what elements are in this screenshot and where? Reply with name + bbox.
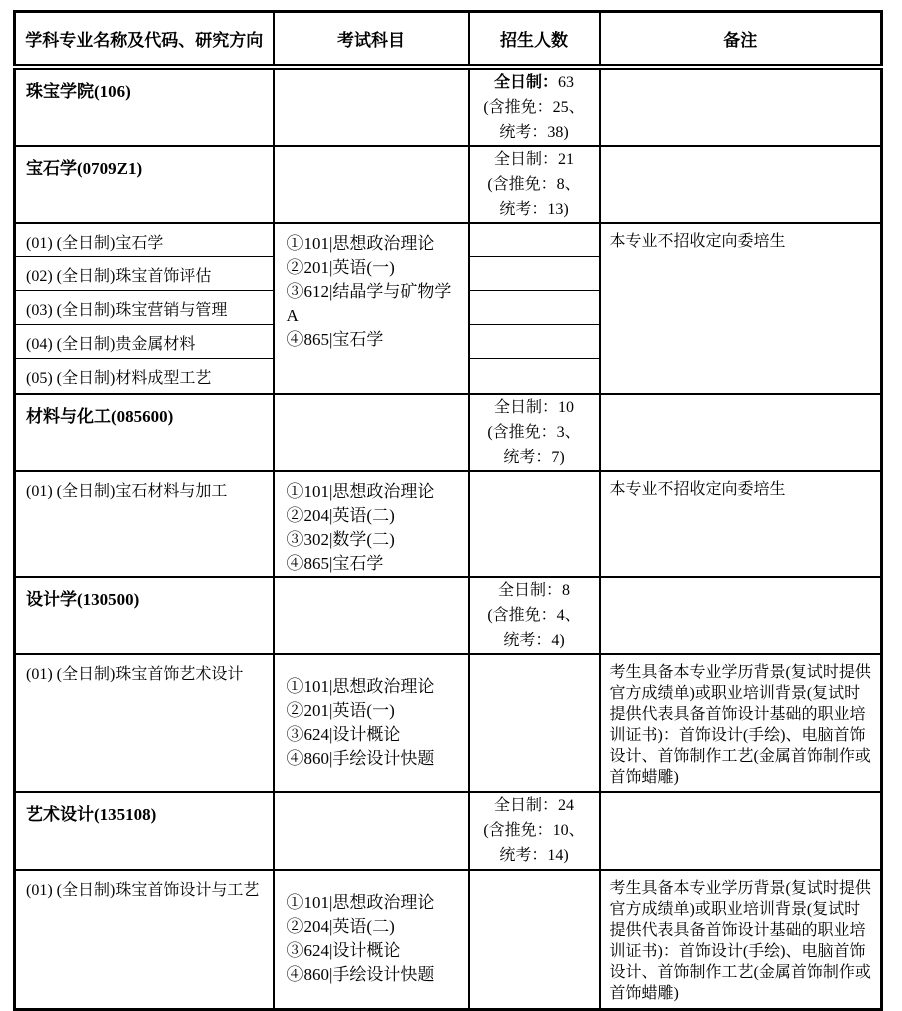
direction-label: (05) (全日制)材料成型工艺 [26, 370, 212, 387]
design-enrollment-cell [469, 577, 600, 654]
enrollment-line-1 [470, 70, 599, 95]
direction-label: (04) (全日制)贵金属材料 [26, 336, 196, 353]
col-header-discipline: 学科专业名称及代码、研究方向 [15, 12, 274, 67]
empty-enrollment-cell [469, 223, 600, 257]
enrollment-line-2: (含推免：4、 [487, 606, 581, 624]
exam-line-4: ④860|手绘设计快题 [286, 965, 435, 985]
col-header-remarks: 备注 [600, 12, 882, 67]
direction-row [15, 870, 882, 1010]
direction-row [15, 471, 882, 577]
design-exam-subjects-cell [274, 654, 469, 792]
enrollment-line-1: 全日制：21 [493, 150, 574, 168]
materials-section-row [15, 394, 882, 471]
col-header-exam-subjects: 考试科目 [274, 12, 469, 67]
gemology-title: 宝石学(0709Z1) [26, 158, 143, 178]
materials-exam-subjects-cell [274, 471, 469, 577]
empty-enrollment-cell [469, 471, 600, 577]
exam-line-4: ④860|手绘设计快题 [286, 748, 435, 768]
enrollment-line-3: 统考：14) [499, 847, 569, 864]
art-design-remark-cell [600, 870, 882, 1010]
direction-label: (03) (全日制)珠宝营销与管理 [26, 302, 228, 319]
materials-remark-cell [600, 471, 882, 577]
col-header-enrollment: 招生人数 [469, 12, 600, 67]
enrollment-line-3: 统考：13) [499, 200, 569, 218]
art-design-enrollment-cell [469, 792, 600, 870]
materials-direction-cell [15, 471, 274, 577]
college-enrollment-cell [469, 67, 600, 146]
empty-remark-cell [600, 394, 882, 471]
empty-enrollment-cell [469, 325, 600, 359]
empty-exam-cell [274, 67, 469, 146]
exam-line-3: ③302|数学(二) [286, 529, 395, 549]
header-row [15, 12, 882, 67]
exam-line-1: ①101|思想政治理论 [286, 676, 435, 696]
direction-cell-03 [15, 291, 274, 325]
direction-label: (01) (全日制)珠宝首饰艺术设计 [26, 665, 244, 683]
enrollment-line-1: 全日制：24 [493, 797, 574, 814]
enrollment-line-2: (含推免：3、 [487, 423, 581, 441]
enrollment-label: 全日制： [493, 73, 558, 91]
remark-text: 考生具备本专业学历背景(复试时提供官方成绩单)或职业培训背景(复试时提供代表具备首饰设计基础的职业培训证书)：首饰设计(手绘)、电脑首饰设计、首饰制作工艺(金属首饰制作或首饰蜡雕) [609, 879, 871, 1002]
empty-exam-cell [274, 146, 469, 223]
empty-remark-cell [600, 67, 882, 146]
empty-enrollment-cell [469, 870, 600, 1010]
design-title: 设计学(130500) [26, 589, 140, 609]
exam-line-1: ①101|思想政治理论 [286, 481, 435, 501]
empty-remark-cell [600, 792, 882, 870]
art-design-title: 艺术设计(135108) [26, 804, 157, 824]
remark-text: 本专业不招收定向委培生 [609, 480, 786, 498]
art-design-title-cell [15, 792, 274, 870]
enrollment-line-2: (含推免：10、 [483, 822, 585, 839]
empty-remark-cell [600, 577, 882, 654]
materials-title-cell [15, 394, 274, 471]
materials-enrollment-cell [469, 394, 600, 471]
direction-cell-01 [15, 223, 274, 257]
empty-remark-cell [600, 146, 882, 223]
direction-cell-05 [15, 359, 274, 394]
enrollment-line-1: 全日制：10 [493, 398, 574, 416]
empty-exam-cell [274, 577, 469, 654]
direction-row [15, 654, 882, 792]
empty-exam-cell [274, 792, 469, 870]
empty-exam-cell [274, 394, 469, 471]
gemology-title-cell [15, 146, 274, 223]
enrollment-line-2: (含推免：25、 [483, 98, 585, 116]
direction-label: (01) (全日制)宝石材料与加工 [26, 482, 228, 500]
materials-title: 材料与化工(085600) [26, 406, 174, 426]
exam-line-3: ③612|结晶学与矿物学A [286, 281, 452, 325]
design-direction-cell [15, 654, 274, 792]
gemology-remark-cell [600, 223, 882, 394]
direction-label: (01) (全日制)珠宝首饰设计与工艺 [26, 881, 260, 899]
enrollment-line-1: 全日制：8 [497, 581, 570, 599]
gemology-section-row [15, 146, 882, 223]
admissions-table [13, 10, 883, 1011]
direction-label: (01) (全日制)宝石学 [26, 234, 164, 252]
enrollment-line-2: (含推免：8、 [487, 175, 581, 193]
exam-line-2: ②204|英语(二) [286, 505, 395, 525]
direction-row [15, 223, 882, 257]
exam-line-2: ②204|英语(二) [286, 917, 395, 937]
empty-enrollment-cell [469, 359, 600, 394]
exam-line-3: ③624|设计概论 [286, 724, 401, 744]
art-design-section-row [15, 792, 882, 870]
direction-label: (02) (全日制)珠宝首饰评估 [26, 268, 212, 285]
college-title-cell [15, 67, 274, 146]
design-remark-cell [600, 654, 882, 792]
design-title-cell [15, 577, 274, 654]
exam-line-2: ②201|英语(一) [286, 700, 395, 720]
art-design-exam-subjects-cell [274, 870, 469, 1010]
enrollment-line-3: 统考：7) [503, 448, 565, 466]
art-design-direction-cell [15, 870, 274, 1010]
enrollment-line-3: 统考：4) [503, 631, 565, 649]
empty-enrollment-cell [469, 291, 600, 325]
exam-line-3: ③624|设计概论 [286, 941, 401, 961]
exam-line-4: ④865|宝石学 [286, 329, 384, 349]
gemology-enrollment-cell [469, 146, 600, 223]
college-row [15, 67, 882, 146]
gemology-exam-subjects-cell [274, 223, 469, 394]
direction-cell-02 [15, 257, 274, 291]
exam-line-2: ②201|英语(一) [286, 257, 395, 277]
enrollment-total: 63 [558, 73, 574, 91]
exam-line-4: ④865|宝石学 [286, 553, 384, 573]
exam-line-1: ①101|思想政治理论 [286, 893, 435, 913]
design-section-row [15, 577, 882, 654]
direction-cell-04 [15, 325, 274, 359]
empty-enrollment-cell [469, 654, 600, 792]
empty-enrollment-cell [469, 257, 600, 291]
enrollment-line-3: 统考：38) [499, 123, 569, 141]
remark-text: 本专业不招收定向委培生 [609, 232, 786, 250]
college-title: 珠宝学院(106) [26, 81, 131, 101]
remark-text: 考生具备本专业学历背景(复试时提供官方成绩单)或职业培训背景(复试时提供代表具备首饰设计基础的职业培训证书)：首饰设计(手绘)、电脑首饰设计、首饰制作工艺(金属首饰制作或首饰蜡雕) [609, 663, 871, 786]
exam-line-1: ①101|思想政治理论 [286, 233, 435, 253]
